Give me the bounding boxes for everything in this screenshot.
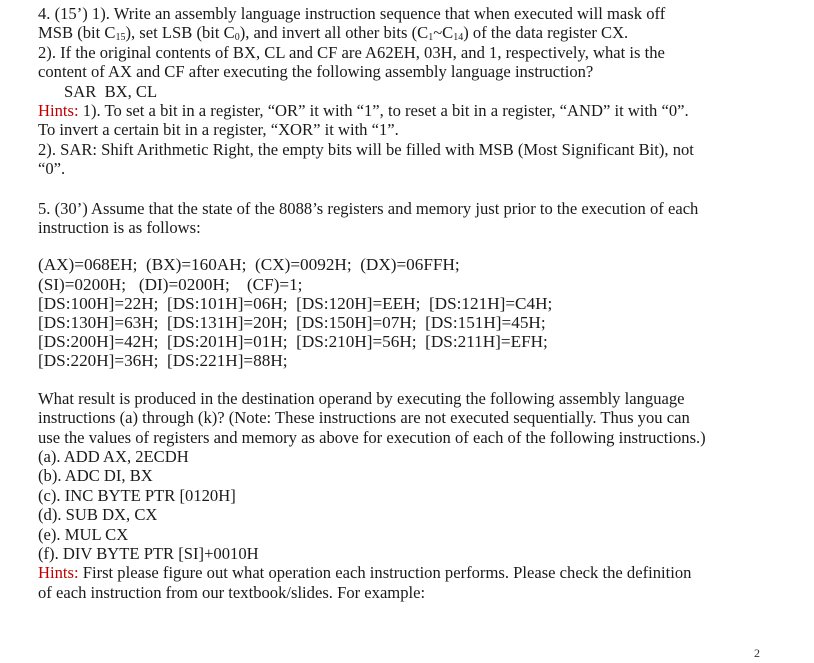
q4-line-1: 4. (15’) 1). Write an assembly language instruction sequence that when executed will mask off xyxy=(38,4,666,23)
register-line: (AX)=068EH; (BX)=160AH; (CX)=0092H; (DX)=06FFH; xyxy=(38,255,460,275)
hints-label: Hints: xyxy=(38,563,79,583)
instruction-item-a: (a). ADD AX, 2ECDH xyxy=(38,446,189,466)
q4-line-2 xyxy=(38,23,808,42)
instruction-item-f: (f). DIV BYTE PTR [SI]+0010H xyxy=(38,543,259,563)
memory-line: [DS:220H]=36H; [DS:221H]=88H; xyxy=(38,351,288,371)
q4-line-2-part: ~C xyxy=(433,23,454,43)
subscript: 1 xyxy=(428,32,434,44)
question-5 xyxy=(38,199,808,603)
q4-hint-line-2: To invert a certain bit in a register, “XOR” it with “1”. xyxy=(38,120,399,140)
spacer xyxy=(38,237,808,255)
q4-hint-text: 1). To set a bit in a register, “OR” it with “1”, to reset a bit in a register, “AND” it with “0”. xyxy=(78,101,689,121)
subscript: 15 xyxy=(115,32,126,44)
q4-hint-line-4: “0”. xyxy=(38,159,66,179)
subscript: 0 xyxy=(234,32,240,44)
question-4 xyxy=(38,4,808,179)
subscript: 14 xyxy=(453,32,464,44)
q4-line-3: 2). If the original contents of BX, CL and CF are A62EH, 03H, and 1, respectively, what is the xyxy=(38,42,665,62)
q5-hint-line-1 xyxy=(38,563,808,582)
instruction-item-c: (c). INC BYTE PTR [0120H] xyxy=(38,485,236,505)
q5-line-1: 5. (30’) Assume that the state of the 8088’s registers and memory just prior to the execution of each xyxy=(38,198,699,218)
spacer xyxy=(38,371,808,389)
register-line: (SI)=0200H; (DI)=0200H; (CF)=1; xyxy=(38,274,303,294)
q4-line-4: content of AX and CF after executing the following assembly language instruction? xyxy=(38,62,594,82)
q5-line-2: instruction is as follows: xyxy=(38,218,201,238)
instruction-item-b: (b). ADC DI, BX xyxy=(38,466,153,486)
q4-line-2-part: ) of the data register CX. xyxy=(463,23,629,43)
spacer xyxy=(38,179,808,199)
memory-line: [DS:130H]=63H; [DS:131H]=20H; [DS:150H]=07H; [DS:151H]=45H; xyxy=(38,313,546,333)
hints-label: Hints: xyxy=(38,101,79,121)
q5-question-line: use the values of registers and memory as above for execution of each of the following instructions.) xyxy=(38,427,706,447)
q5-question-line: What result is produced in the destination operand by executing the following assembly language xyxy=(38,388,685,408)
q4-line-2-part: ), and invert all other bits (C xyxy=(239,23,429,43)
q4-line-2-part: MSB (bit C xyxy=(38,23,116,43)
register-state-block xyxy=(38,255,808,370)
instruction-item-e: (e). MUL CX xyxy=(38,524,129,544)
document-page xyxy=(38,4,808,602)
q5-question-line: instructions (a) through (k)? (Note: These instructions are not executed sequentially. Thus you can xyxy=(38,408,690,428)
q5-hint-text: First please figure out what operation each instruction performs. Please check the definition xyxy=(78,563,692,583)
q4-line-2-part: ), set LSB (bit C xyxy=(125,23,235,43)
instruction-item-d: (d). SUB DX, CX xyxy=(38,505,158,525)
memory-line: [DS:200H]=42H; [DS:201H]=01H; [DS:210H]=56H; [DS:211H]=EFH; xyxy=(38,332,548,352)
page-number: 2 xyxy=(754,646,760,660)
q5-hint-line-2: of each instruction from our textbook/slides. For example: xyxy=(38,582,426,602)
q4-hint-line-1 xyxy=(38,101,808,120)
q4-hint-line-3: 2). SAR: Shift Arithmetic Right, the empty bits will be filled with MSB (Most Significant Bit), not xyxy=(38,139,694,159)
q4-instruction: SAR BX, CL xyxy=(64,81,158,101)
memory-line: [DS:100H]=22H; [DS:101H]=06H; [DS:120H]=EEH; [DS:121H]=C4H; xyxy=(38,293,553,313)
